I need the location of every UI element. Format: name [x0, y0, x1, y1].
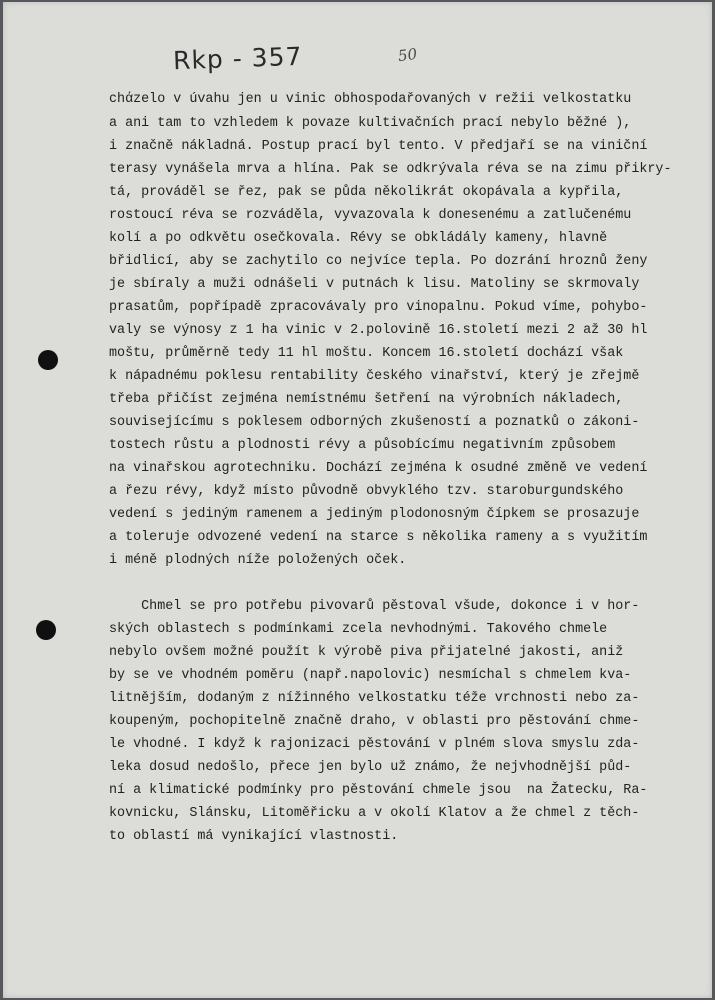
- text-line: rostoucí réva se rozváděla, vyvazovala k donesenému a zatlučenému: [109, 208, 632, 223]
- text-line: třeba přičíst zejména nemístnému šetření na výrobních nákladech,: [109, 392, 624, 407]
- text-line: tá, prováděl se řez, pak se půda několikrát okopávala a kypřila,: [109, 185, 624, 200]
- text-line: chάzelo v úvahu jen u vinic obhospodařovaných v režii velkostatku: [109, 92, 632, 107]
- text-line: litnějším, dodaným z nížinného velkostatku téže vrchnosti nebo za-: [109, 691, 640, 706]
- text-line: je sbíraly a muži odnášeli v putnách k lisu. Matoliny se skrmovaly: [109, 277, 640, 292]
- text-line: moštu, průměrně tedy 11 hl moštu. Koncem 16.století dochází však: [109, 346, 624, 361]
- text-line: i značně nákladná. Postup prací byl tento. V předjaří se na viniční: [109, 139, 648, 154]
- text-line: ských oblastech s podmínkami zcela nevhodnými. Takového chmele: [109, 622, 608, 637]
- document-page: [3, 2, 712, 998]
- text-line: Chmel se pro potřebu pivovarů pěstoval všude, dokonce i v hor-: [109, 599, 640, 614]
- text-line: kovnicku, Slánsku, Litoměřicku a v okolí Klatov a že chmel z těch-: [109, 806, 640, 821]
- text-line: valy se výnosy z 1 ha vinic v 2.polovině 16.století mezi 2 až 30 hl: [109, 323, 648, 338]
- text-line: souvisejícímu s poklesem odborných zkušeností a poznatků o zákoni-: [109, 415, 640, 430]
- text-line: k nápadnému poklesu rentability českého vinařství, který je zřejmě: [109, 369, 640, 384]
- punch-hole: [36, 620, 56, 640]
- shelfmark-handwritten: Rkp - 357: [172, 41, 303, 76]
- text-line: by se ve vhodném poměru (např.napolovic) nesmíchal s chmelem kva-: [109, 668, 632, 683]
- page-number-handwritten: 50: [396, 44, 419, 66]
- text-line: břidlicí, aby se zachytilo co nejvíce tepla. Po dozrání hroznů ženy: [109, 254, 648, 269]
- text-line: to oblastí má vynikající vlastnosti.: [109, 829, 399, 844]
- text-line: nebylo ovšem možné použít k výrobě piva přijatelné jakosti, aniž: [109, 645, 624, 660]
- text-line: leka dosud nedošlo, přece jen bylo už známo, že nejvhodnější půd-: [109, 760, 632, 775]
- punch-hole: [38, 350, 58, 370]
- text-line: terasy vynášela mrva a hlína. Pak se odkrývala réva se na zimu přikry-: [109, 162, 672, 177]
- text-line: a toleruje odvozené vedení na starce s několika rameny a s využitím: [109, 530, 648, 545]
- text-line: ní a klimatické podmínky pro pěstování chmele jsou na Žatecku, Ra-: [109, 783, 648, 798]
- text-line: le vhodné. I když k rajonizaci pěstování v plném slova smyslu zda-: [109, 737, 640, 752]
- text-line: prasatům, popřípadě zpracovávaly pro vinopalnu. Pokud víme, pohybo-: [109, 300, 648, 315]
- text-line: a řezu révy, když místo původně obvyklého tzv. staroburgundského: [109, 484, 624, 499]
- text-line: i méně plodných níže položených oček.: [109, 553, 407, 568]
- text-line: na vinařskou agrotechniku. Dochází zejména k osudné změně ve vedení: [109, 461, 648, 476]
- text-line: a ani tam to vzhledem k povaze kultivačních prací nebylo běžné ),: [109, 116, 632, 131]
- text-line: vedení s jediným ramenem a jediným plodonosným čípkem se prosazuje: [109, 507, 640, 522]
- text-line: kolí a po odkvětu osečkovala. Révy se obkládály kameny, hlavně: [109, 231, 608, 246]
- text-line: koupeným, pochopitelně značně draho, v oblasti pro pěstování chme-: [109, 714, 640, 729]
- text-line: tostech růstu a plodnosti révy a působícímu negativním způsobem: [109, 438, 616, 453]
